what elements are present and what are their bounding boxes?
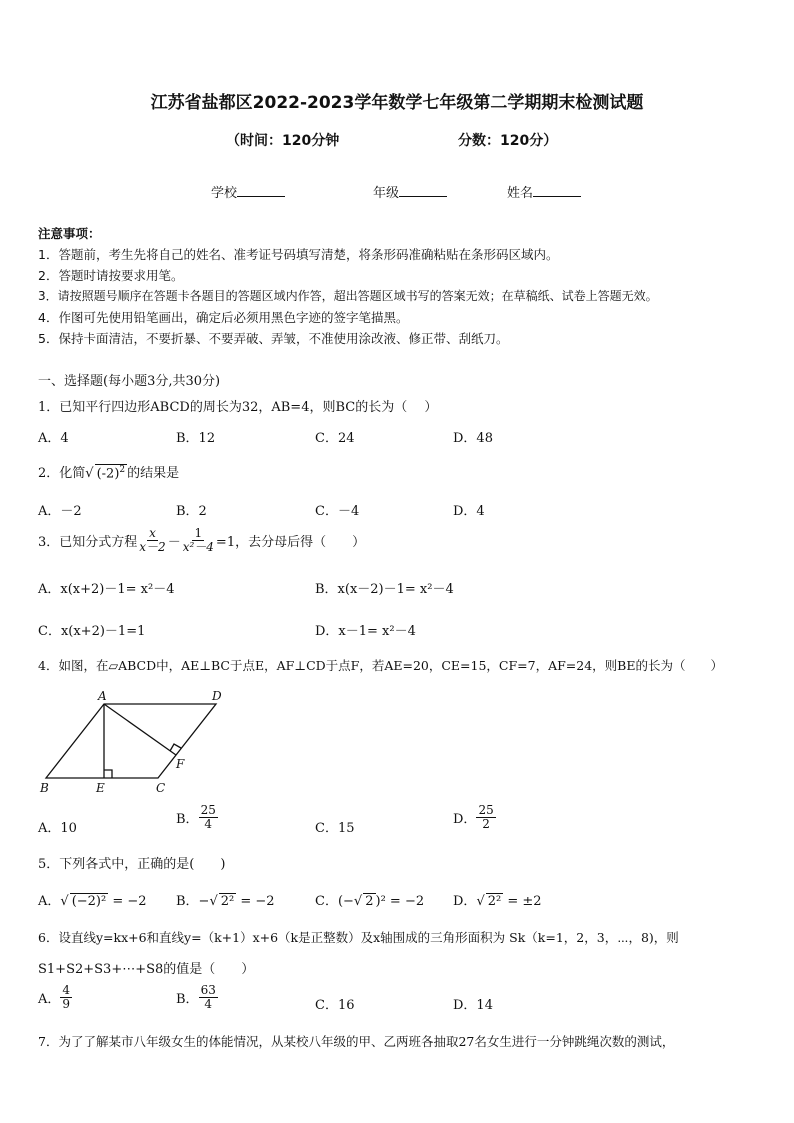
label-b: B [40, 781, 49, 795]
parallelogram-abcd [46, 704, 216, 778]
q3-suffix: =1，去分母后得（ ） [215, 534, 366, 550]
label-e: E [96, 781, 105, 795]
label-a: A [98, 689, 107, 703]
notice-item: 5．保持卡面清洁，不要折暴、不要弄破、弄皱，不准使用涂改液、修正带、刮纸刀。 [38, 331, 509, 346]
q3-fraction-2: $\frac{1}{\text{x²－4}}$ [182, 526, 214, 554]
q5-option-b: B．−√ 2² = −2 [176, 894, 275, 909]
q6-option-b: B． $\frac{63}{4}$ [176, 983, 216, 1011]
grade-blank [399, 184, 447, 197]
radical-sign-icon: √ [476, 894, 485, 909]
notice-item: 2．答题时请按要求用笔。 [38, 268, 184, 283]
q3-prefix: 3．已知分式方程 [38, 534, 138, 550]
radical-sign-icon: √ [60, 894, 69, 909]
time-label: （时间：120分钟 [226, 133, 340, 149]
label-d: D [212, 689, 222, 703]
radical-sign-icon: √ [85, 466, 94, 481]
q3-minus: － [167, 534, 181, 550]
right-angle-e [104, 770, 112, 778]
q5-option-a: A．√ (−2)² = −2 [38, 894, 147, 909]
question-4-stem: 4．如图，在▱ABCD中，AE⊥BC于点E，AF⊥CD于点F，若AE=20，CE=15，CF=7，AF=24，则BE的长为（ ） [38, 658, 723, 673]
q6-option-a: A． $\frac{4}{9}$ [38, 983, 71, 1011]
q3-option-a: A．x(x+2)－1= x²－4 [38, 582, 175, 597]
q2-option-b: B．2 [176, 504, 207, 519]
school-label: 学校 [211, 186, 238, 201]
name-field [507, 182, 581, 201]
label-c: C [156, 781, 166, 795]
q3-fraction-1: $\frac{x}{x-2}$ [139, 526, 166, 554]
q5-option-d: D．√ 2² = ±2 [453, 894, 542, 909]
q1-option-b: B．12 [176, 431, 216, 446]
q3-option-b: B．x(x－2)－1= x²－4 [315, 582, 454, 597]
school-blank [237, 184, 285, 197]
q4-option-a: A．10 [38, 821, 77, 836]
q2-option-c: C．－4 [315, 504, 360, 519]
q3-option-c: C．x(x+2)－1=1 [38, 624, 146, 639]
q4-option-c: C．15 [315, 821, 355, 836]
name-label: 姓名 [507, 186, 534, 201]
q2-radicand: $(-2)^2$ [96, 464, 126, 481]
label-f: F [176, 757, 185, 771]
page-title: 江苏省盐都区2022-2023学年数学七年级第二学期期末检测试题 [150, 93, 644, 113]
q2-prefix: 2．化简 [38, 466, 86, 481]
question-6-line-2: S1+S2+S3+⋯+S8的值是（ ） [38, 962, 255, 977]
question-6-line-1: 6．设直线y=kx+6和直线y=（k+1）x+6（k是正整数）及x轴围成的三角形面积为 Sk（k=1，2，3，⋯，8)，则 [38, 930, 679, 945]
question-3-stem [38, 527, 365, 553]
q2-suffix: 的结果是 [127, 466, 180, 481]
q5-option-c: C．(−√ 2 )² = −2 [315, 894, 425, 909]
q2-option-a: A．－2 [38, 504, 82, 519]
name-blank [533, 184, 581, 197]
notice-item: 3．请按照题号顺序在答题卡各题目的答题区域内作答，超出答题区域书写的答案无效；在草稿纸、试卷上答题无效。 [38, 289, 658, 303]
notice-item: 4．作图可先使用铅笔画出，确定后必须用黑色字迹的签字笔描黑。 [38, 310, 409, 325]
radical-sign-icon: √ [353, 894, 363, 909]
q6-option-d: D．14 [453, 998, 493, 1013]
section-heading: 一、选择题(每小题3分,共30分) [38, 374, 221, 389]
segment-af [104, 704, 176, 755]
notice-item: 1．答题前，考生先将自己的姓名、准考证号码填写清楚，将条形码准确粘贴在条形码区域内。 [38, 247, 559, 262]
grade-label: 年级 [373, 186, 400, 201]
q6-option-c: C．16 [315, 998, 355, 1013]
q4-option-d: D． $\frac{25}{2}$ [453, 803, 494, 831]
notice-heading: 注意事项： [38, 226, 101, 241]
q4-option-b: B． $\frac{25}{4}$ [176, 803, 216, 831]
q2-option-d: D．4 [453, 504, 485, 519]
question-7-stem: 7．为了了解某市八年级女生的体能情况，从某校八年级的甲、乙两班各抽取27名女生进行一分钟跳绳次数的测试， [38, 1034, 675, 1049]
grade-field [373, 182, 447, 201]
q3-option-d: D．x－1= x²－4 [315, 624, 416, 639]
parallelogram-figure [36, 686, 236, 798]
question-2-stem [38, 462, 179, 481]
question-5-stem: 5．下列各式中，正确的是( ) [38, 857, 226, 872]
score-label: 分数：120分） [458, 133, 558, 149]
q1-option-a: A．4 [38, 431, 69, 446]
radical-sign-icon: √ [209, 894, 218, 909]
question-1-stem: 1．已知平行四边形ABCD的周长为32，AB=4，则BC的长为（ ） [38, 400, 438, 415]
school-field [211, 182, 285, 201]
q1-option-d: D．48 [453, 431, 493, 446]
q1-option-c: C．24 [315, 431, 355, 446]
